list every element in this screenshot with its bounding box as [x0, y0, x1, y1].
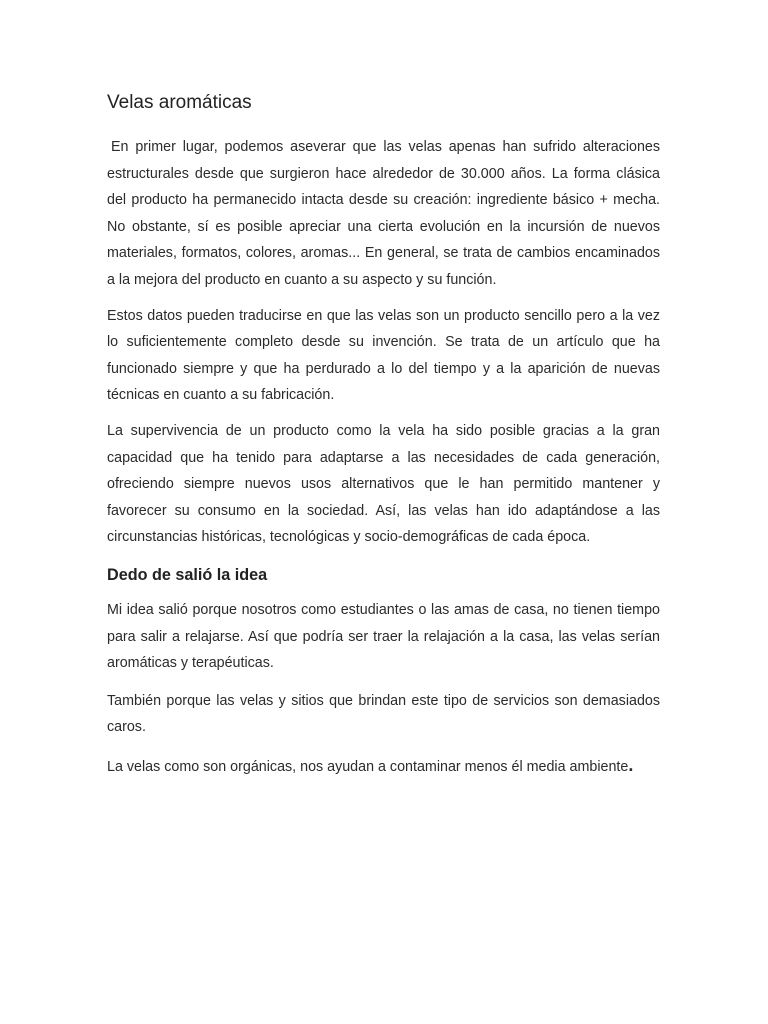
paragraph-organic-text: La velas como son orgánicas, nos ayudan a contaminar menos él media ambiente — [107, 758, 629, 775]
paragraph-idea: Mi idea salió porque nosotros como estudiantes o las amas de casa, no tienen tiempo para salir a relajarse. Así que podría ser traer la relajación a la casa, las velas serían aromáticas y terapéuticas. — [107, 601, 660, 672]
final-period: . — [628, 754, 634, 775]
document-title: Velas aromáticas — [107, 92, 252, 113]
document-page — [107, 88, 660, 789]
section-heading-idea: Dedo de salió la idea — [107, 565, 268, 584]
paragraph-data: Estos datos pueden traducirse en que las velas son un producto sencillo pero a la vez lo suficientemente completo desde su invención. Se trata de un artículo que ha funcionado siempre y que ha perdurado a lo del tiempo y a la aparición de nuevas técnicas en cuanto a su fabricación. — [107, 307, 660, 404]
paragraph-organic — [107, 752, 660, 781]
paragraph-cost: También porque las velas y sitios que brindan este tipo de servicios son demasiados caros. — [107, 692, 660, 736]
paragraph-survival: La supervivencia de un producto como la vela ha sido posible gracias a la gran capacidad que ha tenido para adaptarse a las necesidades de cada generación, ofreciendo siempre nuevos usos alternativos que le han permitido mantener y favorecer su consumo en la sociedad. Así, las velas han ido adaptándose a las circunstancias históricas, tecnológicas y socio-demográficas de cada época. — [107, 422, 660, 546]
paragraph-intro: En primer lugar, podemos aseverar que las velas apenas han sufrido alteraciones estructurales desde que surgieron hace alrededor de 30.000 años. La forma clásica del producto ha permanecido intacta desde su creación: ingrediente básico + mecha. No obstante, sí es posible apreciar una cierta evolución en la incursión de nuevos materiales, formatos, colores, aromas... En general, se trata de cambios encaminados a la mejora del producto en cuanto a su aspecto y su función. — [107, 139, 660, 288]
